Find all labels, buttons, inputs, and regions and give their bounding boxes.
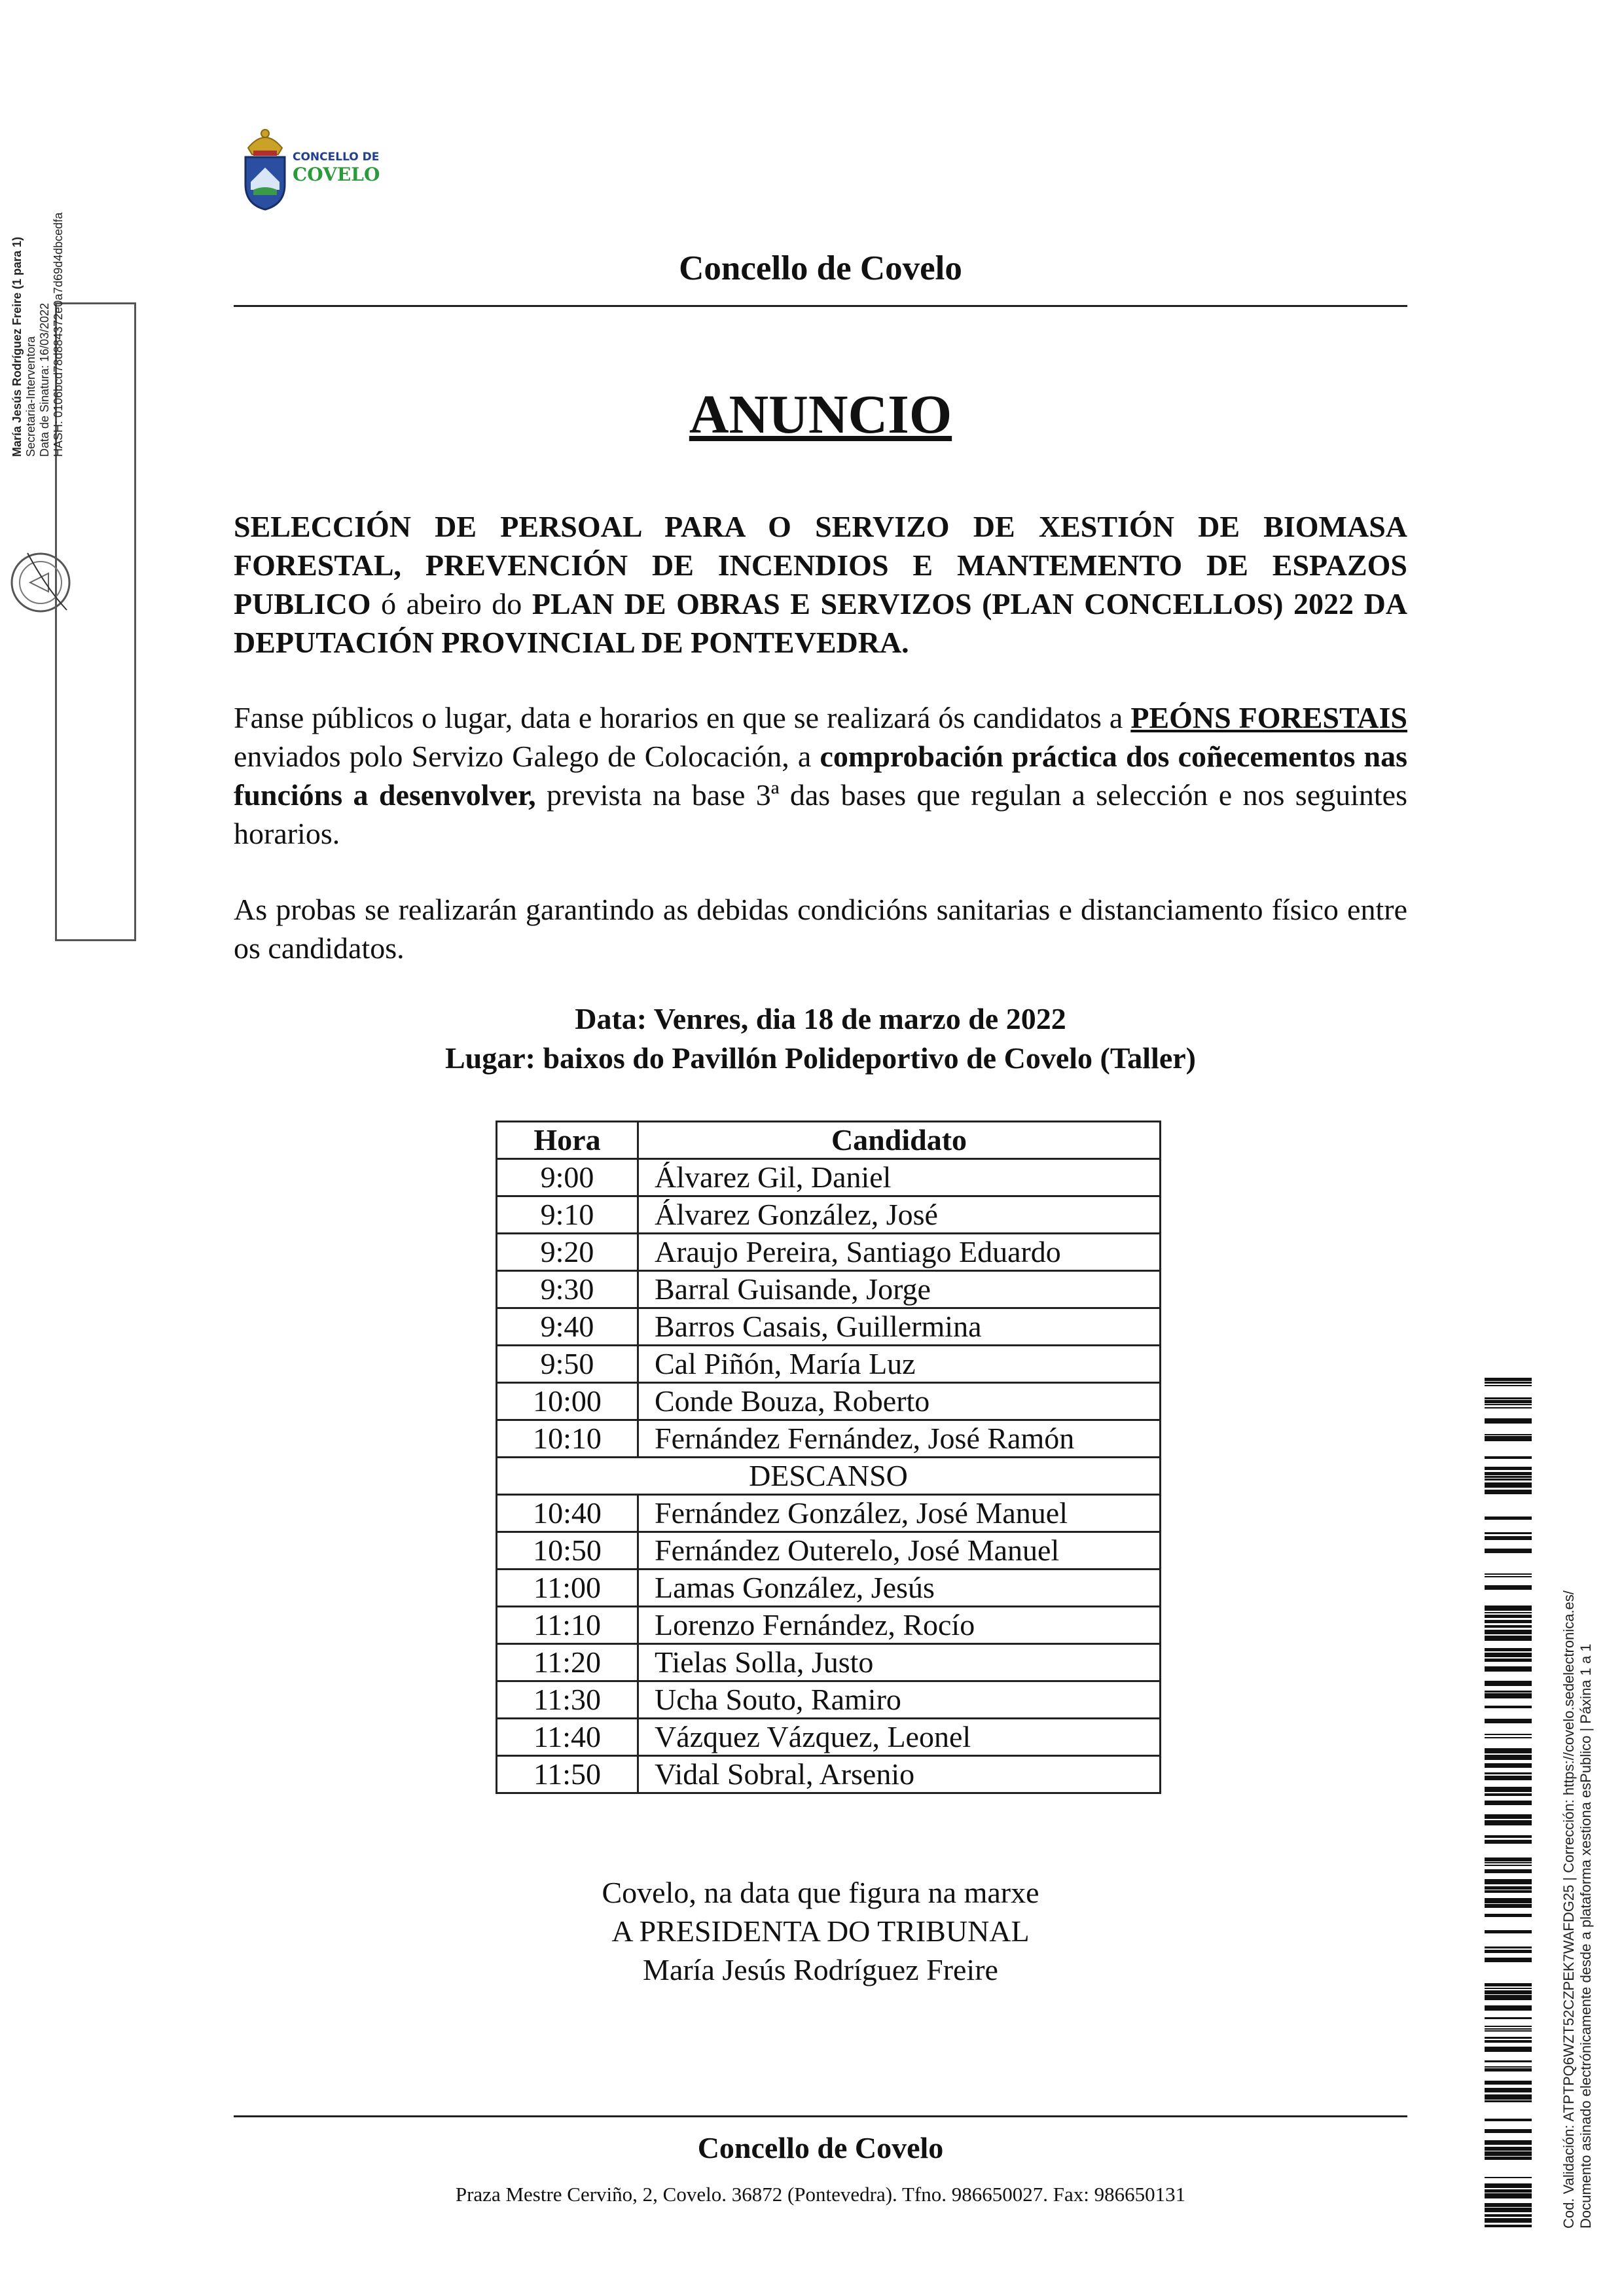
table-row	[497, 1346, 1161, 1383]
p1-bold-d: comprobación práctica dos coñecementos nas funcións a desenvolver,	[234, 740, 1407, 812]
table-row	[497, 1756, 1161, 1793]
table-row	[497, 1495, 1161, 1532]
announcement-title: ANUNCIO	[689, 384, 952, 445]
row-hour: 11:30	[497, 1681, 638, 1719]
date-line: Data: Venres, dia 18 de marzo de 2022	[575, 1002, 1066, 1035]
table-header-row	[497, 1122, 1161, 1159]
signature-name: María Jesús Rodríguez Freire	[643, 1953, 998, 1986]
row-hour: 9:00	[497, 1159, 638, 1196]
row-hour: 10:40	[497, 1495, 638, 1532]
row-hour: 10:10	[497, 1420, 638, 1458]
row-hour: 10:50	[497, 1532, 638, 1570]
concello-logo	[239, 124, 389, 213]
row-candidate: Álvarez Gil, Daniel	[638, 1159, 1161, 1196]
digital-signature-info	[3, 0, 80, 628]
barcode-icon	[1485, 1378, 1532, 2229]
p1-job-title: PEÓNS FORESTAIS	[1130, 701, 1407, 734]
header-candidate: Candidato	[638, 1122, 1161, 1159]
p1-text-e: prevista na base 3ª das bases que regulan a selección e nos seguintes horarios.	[234, 778, 1407, 850]
row-candidate: Araujo Pereira, Santiago Eduardo	[638, 1234, 1161, 1271]
body-paragraph-1	[234, 698, 1407, 853]
signer-role: Secretaria-Interventora	[24, 336, 37, 457]
table-row	[497, 1271, 1161, 1308]
signature-role: A PRESIDENTA DO TRIBUNAL	[611, 1914, 1030, 1948]
intro-paragraph	[234, 507, 1407, 662]
intro-bold-a: SELECCIÓN DE PERSOAL PARA O SERVIZO DE XESTIÓN DE BIOMASA FORESTAL, PREVENCIÓN DE INCENDIOS E MANTEMENTO DE ESPAZOS PUBLICO	[234, 510, 1407, 620]
table-row	[497, 1607, 1161, 1644]
row-hour: 11:50	[497, 1756, 638, 1793]
footer-divider	[234, 2115, 1407, 2117]
row-candidate: Cal Piñón, María Luz	[638, 1346, 1161, 1383]
row-hour: 9:20	[497, 1234, 638, 1271]
signature-hash: HASH: 0106bcd78d884372e0a7d69d4dbcedfa	[52, 212, 65, 457]
p1-text-a: Fanse públicos o lugar, data e horarios en que se realizará ós candidatos a	[234, 701, 1131, 734]
table-row	[497, 1159, 1161, 1196]
p1-text-c: enviados polo Servizo Galego de Colocación, a	[234, 740, 820, 773]
intro-normal: ó abeiro do	[370, 587, 532, 620]
table-row	[497, 1234, 1161, 1271]
row-candidate: Lamas González, Jesús	[638, 1570, 1161, 1607]
logo-text-main: COVELO	[293, 164, 380, 185]
table-row	[497, 1532, 1161, 1570]
row-candidate: Fernández Fernández, José Ramón	[638, 1420, 1161, 1458]
table-row	[497, 1681, 1161, 1719]
body-paragraph-2: As probas se realizarán garantindo as debidas condicións sanitarias e distanciamento físico entre os candidatos.	[234, 893, 1407, 965]
row-candidate: Vázquez Vázquez, Leonel	[638, 1719, 1161, 1756]
row-candidate: Lorenzo Fernández, Rocío	[638, 1607, 1161, 1644]
row-hour: 9:10	[497, 1196, 638, 1234]
table-row	[497, 1570, 1161, 1607]
table-row	[497, 1420, 1161, 1458]
rows-after-break	[497, 1495, 1161, 1793]
table-row	[497, 1383, 1161, 1420]
row-hour: 11:00	[497, 1570, 638, 1607]
signature-place-date: Covelo, na data que figura na marxe	[602, 1876, 1039, 1909]
header-divider	[234, 305, 1407, 307]
table-row	[497, 1308, 1161, 1346]
row-hour: 9:50	[497, 1346, 638, 1383]
row-candidate: Ucha Souto, Ramiro	[638, 1681, 1161, 1719]
row-hour: 11:40	[497, 1719, 638, 1756]
row-candidate: Vidal Sobral, Arsenio	[638, 1756, 1161, 1793]
break-row	[497, 1458, 1161, 1495]
signature-date: Data de Sinatura: 16/03/2022	[38, 302, 51, 457]
break-label: DESCANSO	[497, 1458, 1161, 1495]
row-hour: 9:40	[497, 1308, 638, 1346]
official-seal-icon	[8, 550, 73, 615]
table-row	[497, 1719, 1161, 1756]
table-row	[497, 1196, 1161, 1234]
validation-info	[1561, 1378, 1600, 2229]
coat-of-arms-icon	[239, 124, 291, 213]
place-line: Lugar: baixos do Pavillón Polideportivo de Covelo (Taller)	[444, 1041, 1197, 1075]
schedule-table	[496, 1121, 1161, 1794]
row-hour: 11:20	[497, 1644, 638, 1681]
row-candidate: Conde Bouza, Roberto	[638, 1383, 1161, 1420]
validation-code: Cod. Validación: ATPTPQ6WZT52CZPEK7WAFDG25 | Corrección: https://covelo.sedelectronica.es/	[1561, 1590, 1577, 2229]
row-candidate: Fernández Outerelo, José Manuel	[638, 1532, 1161, 1570]
footer-title: Concello de Covelo	[697, 2131, 944, 2164]
header-title: Concello de Covelo	[679, 249, 962, 287]
row-candidate: Fernández González, José Manuel	[638, 1495, 1161, 1532]
signer-name: María Jesús Rodríguez Freire (1 para 1)	[10, 236, 24, 457]
rows-before-break	[497, 1159, 1161, 1458]
row-candidate: Barral Guisande, Jorge	[638, 1271, 1161, 1308]
row-candidate: Tielas Solla, Justo	[638, 1644, 1161, 1681]
row-hour: 9:30	[497, 1271, 638, 1308]
logo-text-top: CONCELLO DE	[293, 151, 380, 164]
row-candidate: Álvarez González, José	[638, 1196, 1161, 1234]
footer-address: Praza Mestre Cerviño, 2, Covelo. 36872 (Pontevedra). Tfno. 986650027. Fax: 986650131	[455, 2183, 1186, 2206]
table-row	[497, 1644, 1161, 1681]
row-hour: 10:00	[497, 1383, 638, 1420]
header-hour: Hora	[497, 1122, 638, 1159]
intro-bold-c: PLAN DE OBRAS E SERVIZOS (PLAN CONCELLOS) 2022 DA DEPUTACIÓN PROVINCIAL DE PONTEVEDRA.	[234, 587, 1408, 659]
row-hour: 11:10	[497, 1607, 638, 1644]
validation-platform: Documento asinado electrónicamente desde a plataforma xestiona esPublico | Páxina 1 a 1	[1578, 1643, 1594, 2229]
row-candidate: Barros Casais, Guillermina	[638, 1308, 1161, 1346]
